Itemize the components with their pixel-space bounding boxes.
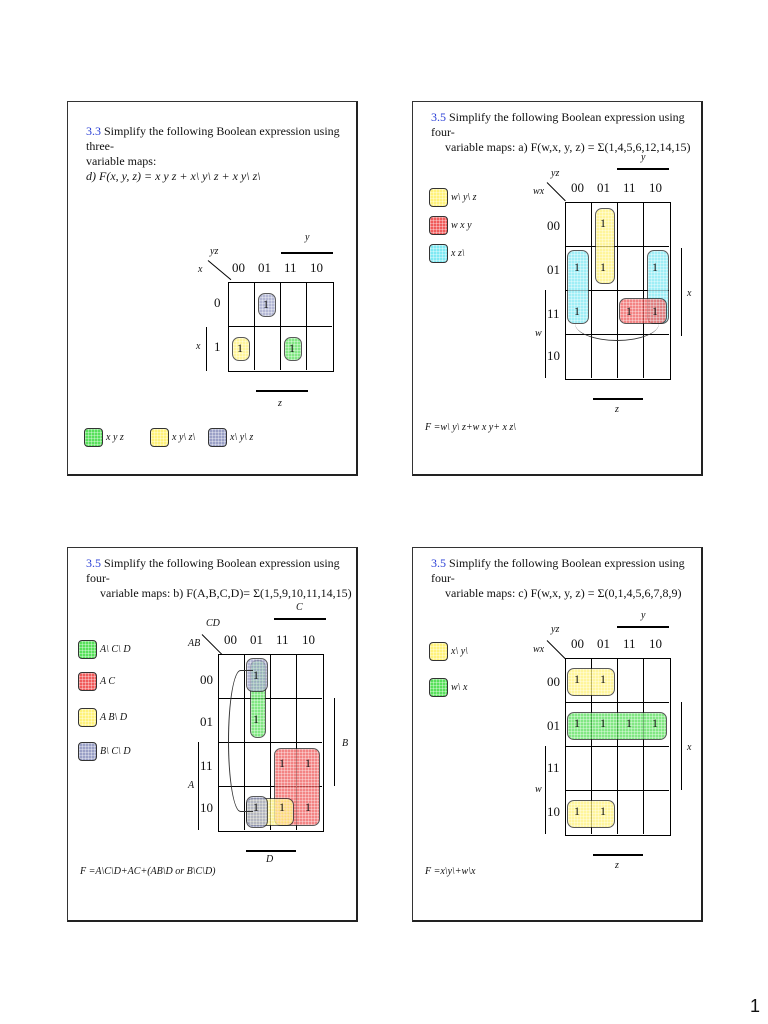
col-header-3: 10 bbox=[649, 636, 662, 651]
col-header-1: 01 bbox=[597, 180, 610, 195]
y-bar bbox=[281, 252, 333, 254]
cell-value: 1 bbox=[253, 800, 259, 814]
legend-swatch bbox=[78, 672, 97, 691]
var-label-side: x bbox=[198, 264, 203, 275]
y-bar bbox=[617, 626, 669, 628]
cell-value: 1 bbox=[600, 216, 606, 230]
legend-swatch bbox=[429, 642, 448, 661]
legend-label: x y\ z\ bbox=[172, 432, 196, 443]
row-header-3: 10 bbox=[547, 804, 560, 819]
legend-item bbox=[429, 188, 477, 207]
slide-title bbox=[431, 556, 703, 601]
row-header-2: 11 bbox=[547, 760, 560, 775]
var-label-top: yz bbox=[551, 168, 560, 179]
x-label: x bbox=[687, 742, 692, 753]
legend-label: A C bbox=[100, 676, 116, 687]
legend-label: A\ C\ D bbox=[100, 644, 131, 655]
w-bar bbox=[545, 746, 546, 834]
x-label: x bbox=[687, 288, 692, 299]
slide-title bbox=[86, 556, 358, 601]
row-header-2: 11 bbox=[200, 758, 213, 773]
title-line-2: variable maps: c) F(w,x, y, z) = Σ(0,1,4,5,6,7,8,9) bbox=[445, 586, 682, 600]
c-bar bbox=[274, 618, 326, 620]
d-bar bbox=[246, 850, 296, 852]
col-header-3: 10 bbox=[310, 260, 323, 275]
grid-line bbox=[565, 746, 669, 747]
legend-item bbox=[429, 642, 468, 661]
slide-3-5-a bbox=[412, 101, 703, 476]
legend-swatch bbox=[208, 428, 227, 447]
legend-item bbox=[78, 640, 131, 659]
result-expression: F =x\y\+w\x bbox=[425, 866, 476, 877]
legend-item bbox=[150, 428, 195, 447]
col-header-2: 11 bbox=[623, 636, 636, 651]
legend-item bbox=[84, 428, 124, 447]
var-label-top: yz bbox=[551, 624, 560, 635]
z-bar bbox=[593, 398, 643, 400]
a-bar bbox=[198, 742, 199, 830]
grid-line bbox=[565, 246, 669, 247]
var-label-side: wx bbox=[533, 186, 545, 197]
legend-swatch bbox=[84, 428, 103, 447]
z-bar bbox=[593, 854, 643, 856]
corner-diagonal bbox=[547, 182, 566, 201]
cell-value: 1 bbox=[263, 297, 269, 311]
grid-line bbox=[565, 790, 669, 791]
b-label: B bbox=[342, 738, 349, 749]
problem-number: 3.5 bbox=[431, 556, 446, 570]
cell-value: 1 bbox=[574, 304, 580, 318]
cell-value: 1 bbox=[600, 260, 606, 274]
col-header-1: 01 bbox=[250, 632, 263, 647]
cell-value: 1 bbox=[253, 668, 259, 682]
slide-3-5-b bbox=[67, 547, 358, 922]
legend-swatch bbox=[78, 742, 97, 761]
cell-value: 1 bbox=[626, 304, 632, 318]
x-bar bbox=[206, 327, 207, 371]
col-header-0: 00 bbox=[224, 632, 237, 647]
title-line-3: d) F(x, y, z) = x y z + x\ y\ z + x y\ z\ bbox=[86, 169, 261, 183]
b-bar bbox=[334, 698, 335, 786]
y-label: y bbox=[641, 152, 646, 163]
legend-label: x y z bbox=[106, 432, 124, 443]
legend-label: x\ y\ z bbox=[230, 432, 254, 443]
x-label: x bbox=[196, 341, 201, 352]
row-header-0: 00 bbox=[200, 672, 213, 687]
x-bar bbox=[681, 248, 682, 336]
cell-value: 1 bbox=[652, 716, 658, 730]
col-header-2: 11 bbox=[623, 180, 636, 195]
cell-value: 1 bbox=[279, 800, 285, 814]
var-label-top: yz bbox=[210, 246, 219, 257]
grid-line bbox=[228, 326, 332, 327]
row-header-1: 01 bbox=[547, 262, 560, 277]
problem-number: 3.5 bbox=[86, 556, 101, 570]
legend-label: x\ y\ bbox=[451, 646, 468, 657]
legend-label: w\ y\ z bbox=[451, 192, 477, 203]
title-line-2: variable maps: b) F(A,B,C,D)= Σ(1,5,9,10,11,14,15) bbox=[100, 586, 352, 600]
y-label: y bbox=[305, 232, 310, 243]
slide-title bbox=[431, 110, 703, 155]
corner-diagonal bbox=[202, 634, 223, 655]
cell-value: 1 bbox=[574, 716, 580, 730]
row-header-1: 01 bbox=[200, 714, 213, 729]
cell-value: 1 bbox=[253, 712, 259, 726]
title-line-1: Simplify the following Boolean expression using four- bbox=[86, 556, 340, 585]
page-number: 1 bbox=[749, 996, 760, 1016]
row-header-3: 10 bbox=[547, 348, 560, 363]
col-header-1: 01 bbox=[258, 260, 271, 275]
z-label: z bbox=[615, 860, 619, 871]
cell-value: 1 bbox=[600, 716, 606, 730]
cell-value: 1 bbox=[574, 672, 580, 686]
z-bar bbox=[256, 390, 308, 392]
legend-swatch bbox=[429, 678, 448, 697]
col-header-3: 10 bbox=[302, 632, 315, 647]
legend-swatch bbox=[78, 708, 97, 727]
cell-value: 1 bbox=[600, 804, 606, 818]
cell-value: 1 bbox=[652, 304, 658, 318]
legend-item bbox=[429, 216, 472, 235]
cell-value: 1 bbox=[279, 756, 285, 770]
row-header-0: 00 bbox=[547, 218, 560, 233]
cell-value: 1 bbox=[626, 716, 632, 730]
title-line-1: Simplify the following Boolean expression using four- bbox=[431, 556, 685, 585]
legend-item bbox=[429, 244, 465, 263]
cell-value: 1 bbox=[600, 672, 606, 686]
col-header-0: 00 bbox=[232, 260, 245, 275]
col-header-2: 11 bbox=[276, 632, 289, 647]
cell-value: 1 bbox=[289, 341, 295, 355]
d-label: D bbox=[266, 854, 274, 865]
cell-value: 1 bbox=[574, 260, 580, 274]
title-line-2: variable maps: a) F(w,x, y, z) = Σ(1,4,5,6,12,14,15) bbox=[445, 140, 691, 154]
z-label: z bbox=[615, 404, 619, 415]
legend-item bbox=[78, 672, 115, 691]
title-line-1: Simplify the following Boolean expression using three- bbox=[86, 124, 340, 153]
cell-value: 1 bbox=[574, 804, 580, 818]
legend-swatch bbox=[78, 640, 97, 659]
result-expression: F =w\ y\ z+w x y+ x z\ bbox=[425, 422, 517, 433]
row-header-1: 1 bbox=[214, 339, 221, 354]
legend-item bbox=[78, 742, 131, 761]
cell-value: 1 bbox=[305, 756, 311, 770]
col-header-3: 10 bbox=[649, 180, 662, 195]
title-line-2: variable maps: bbox=[86, 154, 157, 168]
legend-label: w x y bbox=[451, 220, 472, 231]
legend-item bbox=[78, 708, 127, 727]
legend-label: A B\ D bbox=[100, 712, 128, 723]
row-header-2: 11 bbox=[547, 306, 560, 321]
legend-label: w\ x bbox=[451, 682, 468, 693]
corner-diagonal bbox=[208, 260, 232, 280]
col-header-0: 00 bbox=[571, 636, 584, 651]
col-header-2: 11 bbox=[284, 260, 297, 275]
title-line-1: Simplify the following Boolean expression using four- bbox=[431, 110, 685, 139]
row-header-0: 00 bbox=[547, 674, 560, 689]
grid-line bbox=[565, 702, 669, 703]
y-label: y bbox=[641, 610, 646, 621]
y-bar bbox=[617, 168, 669, 170]
problem-number: 3.3 bbox=[86, 124, 101, 138]
row-header-1: 01 bbox=[547, 718, 560, 733]
cell-value: 1 bbox=[237, 341, 243, 355]
legend-swatch bbox=[150, 428, 169, 447]
wrap-arc bbox=[228, 670, 253, 812]
corner-diagonal bbox=[547, 640, 566, 659]
slide-3-3 bbox=[67, 101, 358, 476]
z-label: z bbox=[278, 398, 282, 409]
x-bar bbox=[681, 702, 682, 790]
legend-label: x z\ bbox=[451, 248, 465, 259]
w-bar bbox=[545, 290, 546, 378]
col-header-1: 01 bbox=[597, 636, 610, 651]
legend-label: B\ C\ D bbox=[100, 746, 131, 757]
problem-number: 3.5 bbox=[431, 110, 446, 124]
legend-swatch bbox=[429, 244, 448, 263]
slide-3-5-c bbox=[412, 547, 703, 922]
var-label-side: wx bbox=[533, 644, 545, 655]
cell-value: 1 bbox=[652, 260, 658, 274]
slide-title bbox=[86, 124, 358, 184]
var-label-side: AB bbox=[188, 638, 201, 649]
legend-item bbox=[208, 428, 253, 447]
col-header-0: 00 bbox=[571, 180, 584, 195]
result-expression: F =A\C\D+AC+(AB\D or B\C\D) bbox=[80, 866, 216, 877]
legend-swatch bbox=[429, 188, 448, 207]
c-label: C bbox=[296, 602, 303, 613]
cell-value: 1 bbox=[305, 800, 311, 814]
row-header-0: 0 bbox=[214, 295, 221, 310]
w-label: w bbox=[535, 784, 542, 795]
a-label: A bbox=[188, 780, 195, 791]
legend-item bbox=[429, 678, 467, 697]
w-label: w bbox=[535, 328, 542, 339]
row-header-3: 10 bbox=[200, 800, 213, 815]
var-label-top: CD bbox=[206, 618, 220, 629]
legend-swatch bbox=[429, 216, 448, 235]
